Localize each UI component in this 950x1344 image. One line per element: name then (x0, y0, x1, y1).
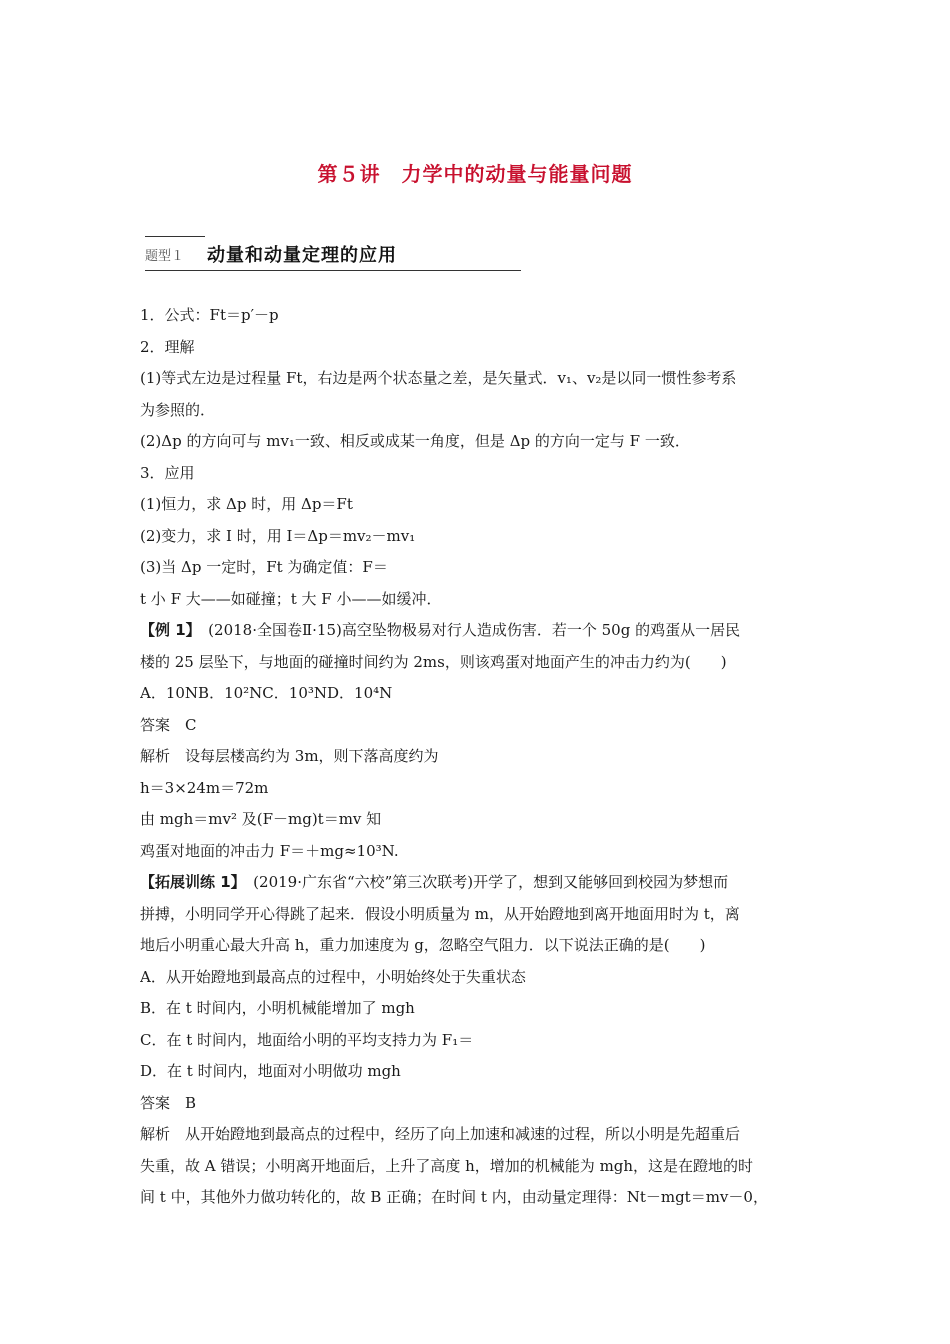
text-line (140, 710, 820, 742)
text-line (140, 773, 820, 805)
text-line (140, 458, 820, 490)
line-text: 3．应用 (140, 463, 195, 482)
line-text: B．在 t 时间内，小明机械能增加了 mgh (140, 999, 415, 1017)
line-text: (3)当 Δp 一定时，Ft 为确定值：F＝ (140, 558, 388, 576)
line-text: 鸡蛋对地面的冲击力 F＝＋mg≈10³N. (140, 841, 399, 860)
text-line (140, 1056, 820, 1088)
text-line (140, 584, 820, 616)
section-tag: 题型１ (145, 249, 185, 264)
line-text: (1)恒力，求 Δp 时，用 Δp＝Ft (140, 495, 353, 513)
text-line (140, 836, 820, 868)
text-line (140, 993, 820, 1025)
line-text: 拼搏，小明同学开心得跳了起来．假设小明质量为 m，从开始蹬地到离开地面用时为 t，离 (140, 904, 740, 923)
line-text: A．从开始蹬地到最高点的过程中，小明始终处于失重状态 (140, 967, 526, 986)
line-text: 解析 从开始蹬地到最高点的过程中，经历了向上加速和减速的过程，所以小明是先超重后 (140, 1125, 741, 1143)
text-line (140, 426, 820, 458)
text-line (140, 332, 820, 364)
line-text: 楼的 25 层坠下，与地面的碰撞时间约为 2ms，则该鸡蛋对地面产生的冲击力约为( ) (140, 652, 727, 671)
line-text: (1)等式左边是过程量 Ft，右边是两个状态量之差，是矢量式．v₁、v₂是以同一惯性参考系 (140, 369, 737, 387)
line-text: 由 mgh＝mv² 及(F－mg)t＝mv 知 (140, 810, 382, 828)
text-line (140, 1151, 820, 1183)
text-line (140, 363, 820, 395)
text-line (140, 867, 820, 899)
text-line (140, 741, 820, 773)
line-text: 答案 C (140, 715, 197, 734)
page-title: 第５讲 力学中的动量与能量问题 (317, 162, 633, 186)
section-top-rule (145, 236, 205, 237)
line-text: 为参照的． (140, 400, 216, 419)
section-divider (145, 270, 521, 271)
example-tag: 【拓展训练 1】 (140, 873, 239, 891)
text-line (140, 1182, 820, 1214)
line-text: (2018·全国卷Ⅱ·15)高空坠物极易对行人造成伤害．若一个 50g 的鸡蛋从一居民 (193, 621, 741, 639)
section-header (145, 236, 521, 272)
line-text: 失重，故 A 错误；小明离开地面后，上升了高度 h，增加的机械能为 mgh，这是在蹬地的时 (140, 1156, 754, 1175)
line-text: h＝3×24m＝72m (140, 778, 269, 797)
text-line (140, 678, 820, 710)
line-text: 1．公式：Ft＝p′－p (140, 306, 279, 324)
text-line (140, 899, 820, 931)
line-text: (2)Δp 的方向可与 mv₁一致、相反或成某一角度，但是 Δp 的方向一定与 F 一致． (140, 432, 690, 450)
line-text: D．在 t 时间内，地面对小明做功 mgh (140, 1062, 401, 1080)
line-text: 2．理解 (140, 337, 195, 356)
document-body (140, 300, 820, 1214)
text-line (140, 962, 820, 994)
text-line (140, 930, 820, 962)
text-line (140, 489, 820, 521)
example-tag: 【例 1】 (140, 621, 194, 639)
text-line (140, 647, 820, 679)
line-text: A．10NB．10²NC．10³ND．10⁴N (140, 684, 393, 702)
line-text: 解析 设每层楼高约为 3m，则下落高度约为 (140, 747, 439, 765)
line-text: t 小 F 大——如碰撞；t 大 F 小——如缓冲． (140, 589, 442, 608)
text-line (140, 552, 820, 584)
line-text: 答案 B (140, 1093, 197, 1112)
text-line (140, 615, 820, 647)
text-line (140, 1088, 820, 1120)
text-line (140, 300, 820, 332)
line-text: (2019·广东省“六校”第三次联考)开学了，想到又能够回到校园为梦想而 (238, 873, 729, 891)
text-line (140, 1119, 820, 1151)
text-line (140, 804, 820, 836)
text-line (140, 1025, 820, 1057)
line-text: 间 t 中，其他外力做功转化的，故 B 正确；在时间 t 内，由动量定理得：Nt－mgt＝mv－0， (140, 1188, 768, 1206)
text-line (140, 521, 820, 553)
line-text: (2)变力，求 I 时，用 I＝Δp＝mv₂－mv₁ (140, 526, 416, 545)
text-line (140, 395, 820, 427)
line-text: C．在 t 时间内，地面给小明的平均支持力为 F₁＝ (140, 1030, 474, 1049)
line-text: 地后小明重心最大升高 h，重力加速度为 g，忽略空气阻力．以下说法正确的是( ) (140, 936, 706, 954)
section-heading: 动量和动量定理的应用 (207, 245, 397, 266)
